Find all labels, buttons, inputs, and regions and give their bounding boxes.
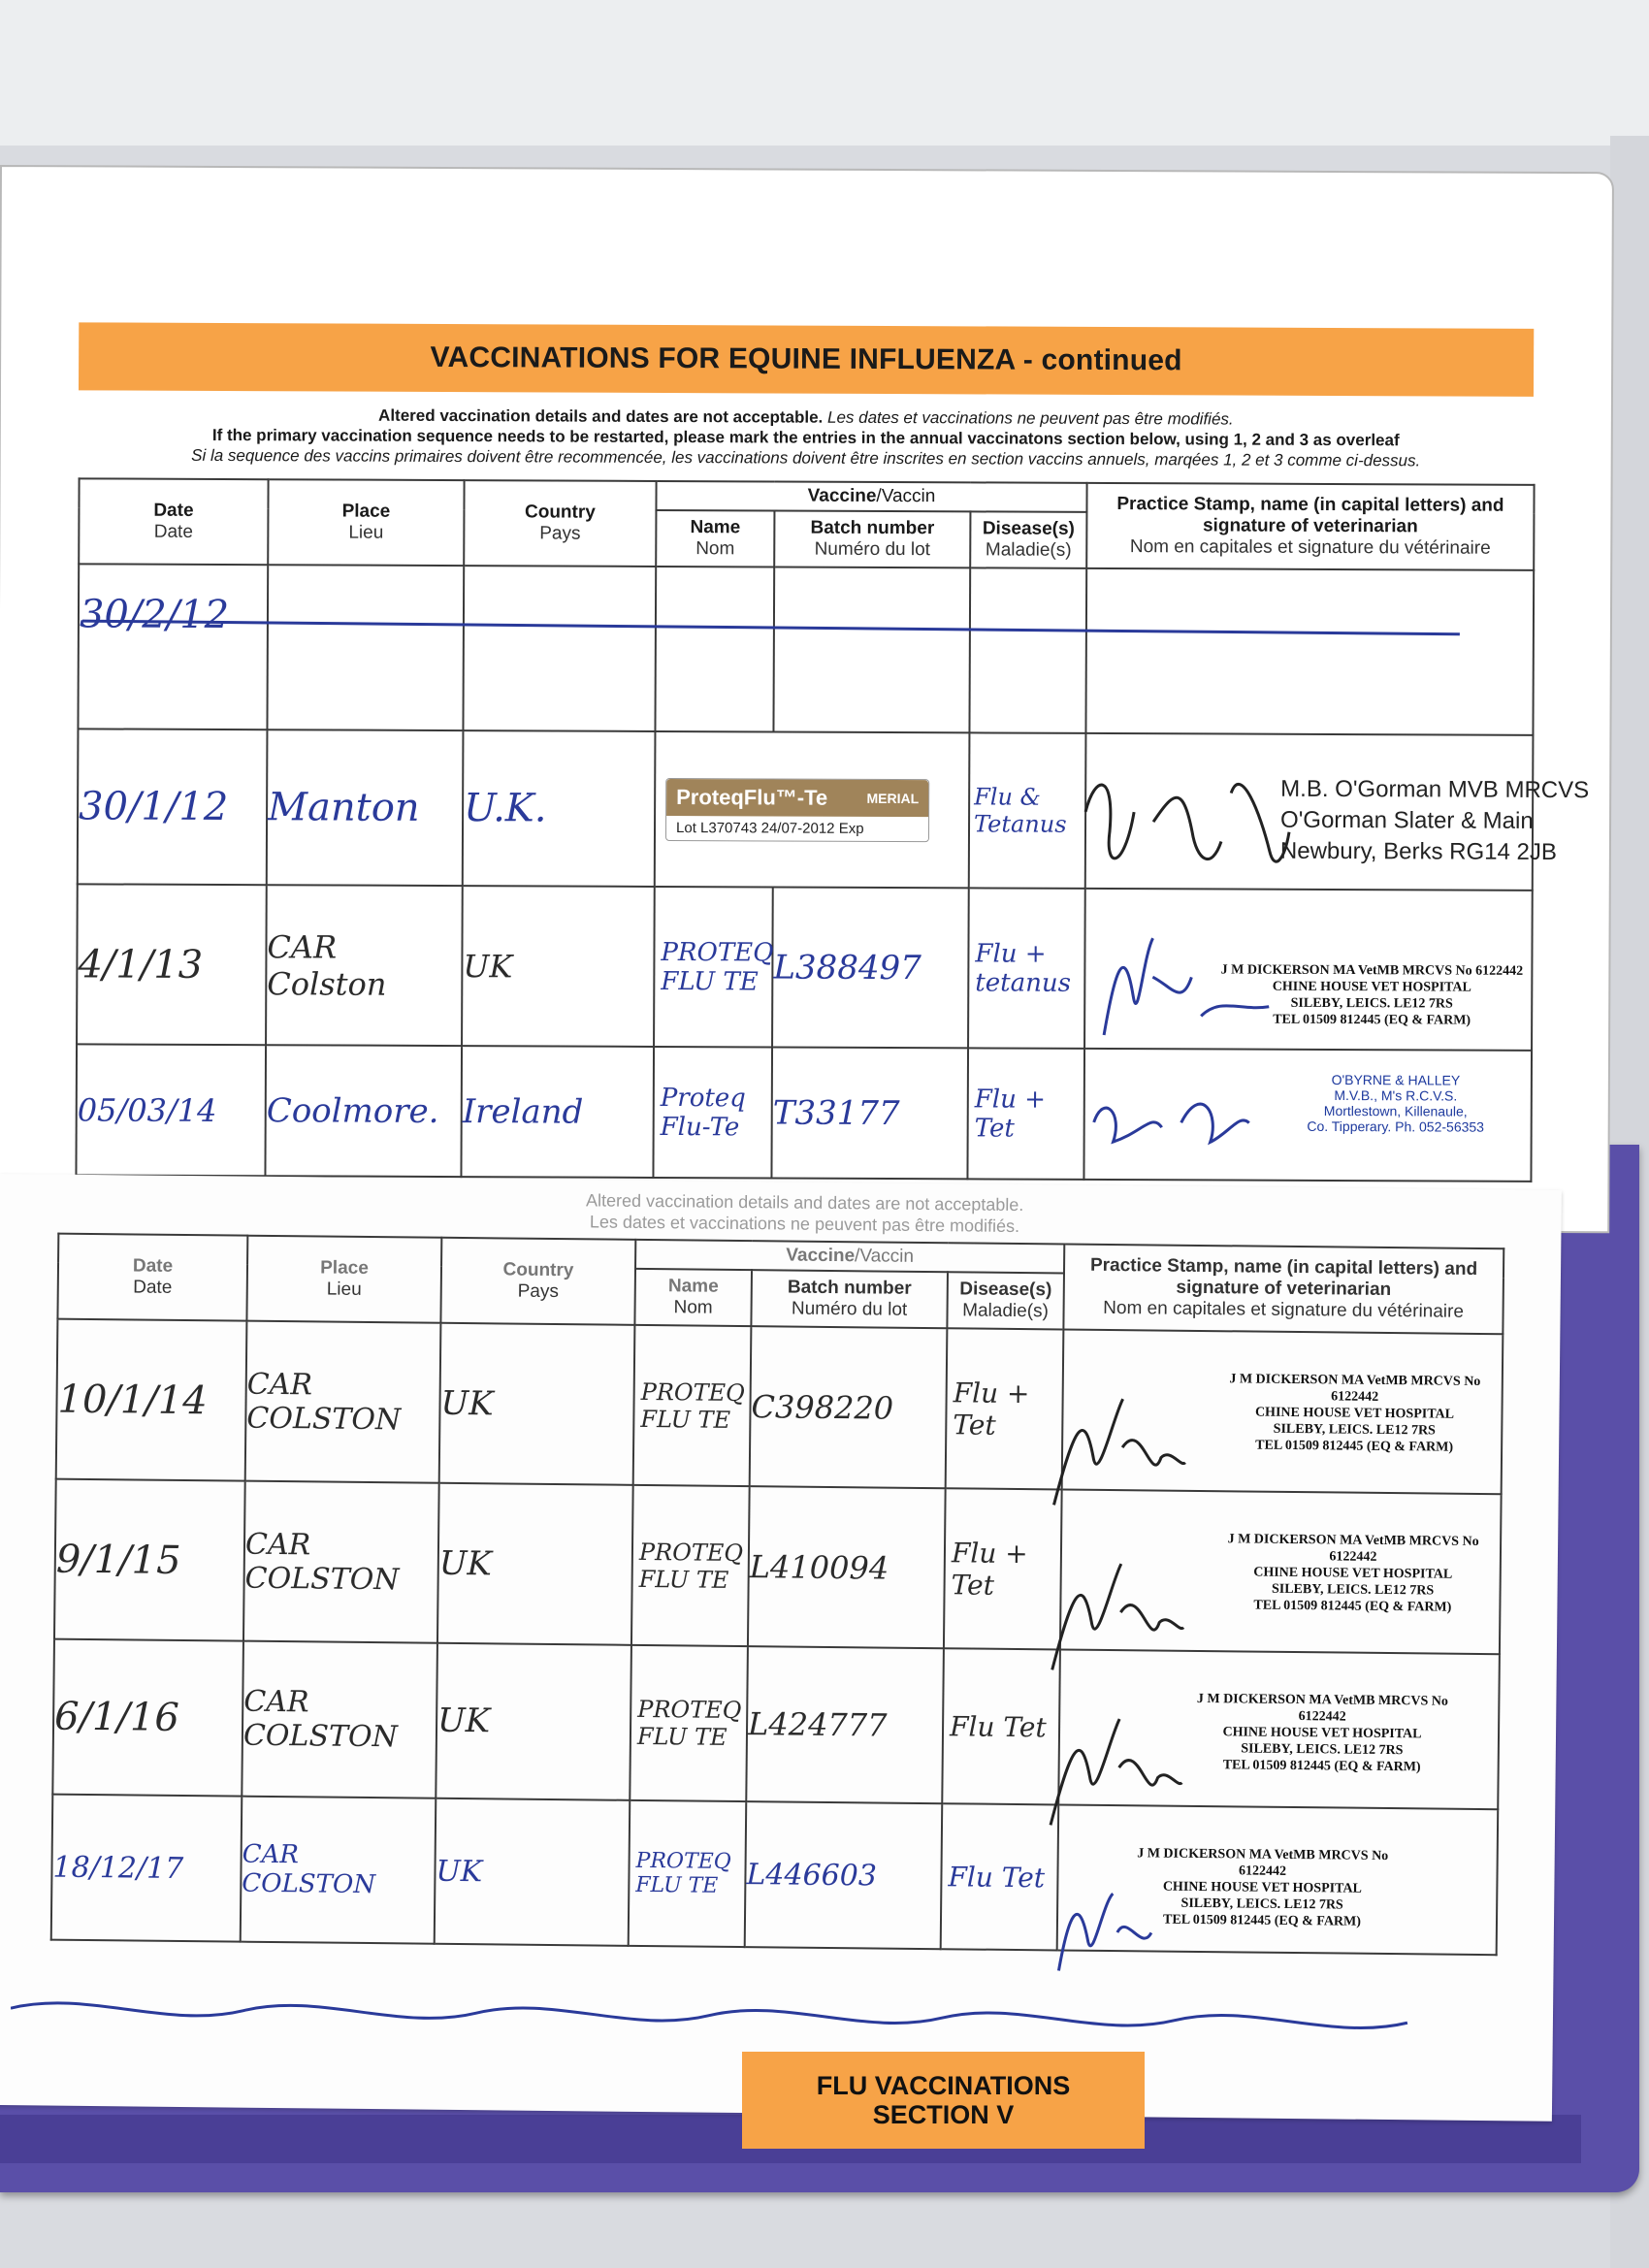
col-practice-stamp: Practice Stamp, name (in capital letters) and signature of veterinarian Nom en capitales et signature du vétérinaire	[1086, 483, 1534, 570]
row-country: UK	[436, 1643, 631, 1800]
row-date: 9/1/15	[54, 1479, 245, 1641]
table-row	[54, 1479, 1502, 1655]
table-row	[52, 1639, 1500, 1810]
row-country: Ireland	[461, 1046, 654, 1178]
col-country: Country Pays	[464, 480, 656, 567]
col-disease: Disease(s) Maladie(s)	[970, 511, 1086, 568]
faded-notice: Altered vaccination details and dates are not acceptable. Les dates et vaccinations ne peuvent pas être modifiés.	[585, 1190, 1024, 1237]
col-place: Place Lieu	[268, 479, 464, 566]
row-country: UK	[439, 1323, 635, 1485]
section-tab	[742, 2052, 1145, 2149]
signature-mark	[1042, 1553, 1188, 1691]
row-place: Manton	[267, 729, 464, 886]
col-vaccine: Vaccine/Vaccin	[656, 481, 1086, 512]
stamp-ogorman: M.B. O'Gorman MVB MRCVS O'Gorman Slater & Main Newbury, Berks RG14 2JB	[1279, 775, 1590, 866]
bottom-page	[0, 1174, 1562, 2122]
row-name: PROTEQ FLU TE	[631, 1485, 750, 1646]
row-place: CAR COLSTON	[243, 1481, 439, 1643]
sticker-lot-prefix: Lot	[675, 819, 696, 836]
sticker-brand: ProteqFlu™-Te	[676, 784, 828, 810]
row-date: 30/1/12	[78, 729, 268, 885]
row-place: CAR Colston	[266, 885, 463, 1046]
scan-background	[0, 0, 1649, 146]
row-disease: Flu + Tet	[946, 1328, 1064, 1489]
row-batch: L388497	[772, 887, 969, 1048]
col-vaccine: Vaccine/Vaccin	[635, 1240, 1064, 1274]
stamp-obyrne: O'BYRNE & HALLEY M.V.B., M's R.C.V.S. Mortlestown, Killenaule, Co. Tipperary. Ph. 052-56353	[1307, 1071, 1485, 1135]
row-name: PROTEQ FLU TE	[654, 887, 773, 1048]
row-disease: Flu Tet	[942, 1648, 1060, 1804]
col-name: Name Nom	[656, 510, 774, 567]
row-date: 10/1/14	[56, 1319, 247, 1481]
sticker-exp-label: Exp	[838, 820, 864, 837]
vaccine-sticker	[665, 778, 929, 842]
table-row	[77, 884, 1533, 1051]
section-tab-line-2: SECTION V	[872, 2100, 1015, 2129]
vaccine-sticker-cell	[655, 731, 970, 888]
col-batch: Batch number Numéro du lot	[751, 1270, 948, 1328]
col-country: Country Pays	[440, 1238, 635, 1325]
table-row	[78, 729, 1534, 891]
row-country: UK	[462, 886, 655, 1047]
stamp-dickerson: J M DICKERSON MA VetMB MRCVS No 6122442 CHINE HOUSE VET HOSPITAL SILEBY, LEICS. LE12 7RS TEL 01509 812445 (EQ & FARM)	[1227, 1532, 1479, 1615]
sticker-exp: 24/07-2012	[760, 819, 835, 837]
row-country: UK	[437, 1483, 633, 1645]
row-date: 05/03/14	[76, 1044, 266, 1176]
row-batch: L446603	[745, 1801, 943, 1949]
sticker-lot: L370743	[700, 819, 758, 836]
row-name: Proteq Flu-Te	[653, 1047, 772, 1179]
vaccination-table-top	[75, 477, 1590, 1183]
row-country: U.K.	[463, 730, 656, 887]
row-name: PROTEQ FLU TE	[630, 1645, 748, 1801]
notice-en-2: If the primary vaccination sequence needs to be restarted, please mark the entries in the annual vaccinatons section below, using 1, 2 and 3 as overleaf	[211, 425, 1400, 450]
row-disease: Flu + Tet	[944, 1488, 1062, 1649]
wavy-cancel-line	[11, 1979, 1418, 2052]
top-page	[0, 165, 1614, 1233]
row-disease: Flu Tet	[941, 1803, 1059, 1950]
row-disease: Flu & Tetanus	[969, 732, 1086, 889]
col-disease: Disease(s) Maladie(s)	[947, 1272, 1064, 1329]
row-place: Coolmore.	[265, 1045, 462, 1177]
vaccination-table-bottom	[50, 1233, 1505, 1957]
col-date: Date Date	[57, 1234, 247, 1321]
col-date: Date Date	[79, 478, 268, 565]
stamp-dickerson: J M DICKERSON MA VetMB MRCVS No 6122442 CHINE HOUSE VET HOSPITAL SILEBY, LEICS. LE12 7RS TEL 01509 812445 (EQ & FARM)	[1220, 962, 1524, 1028]
row-date: 30/2/12	[78, 564, 268, 729]
row-place: CAR COLSTON	[242, 1641, 437, 1798]
col-place: Place Lieu	[246, 1236, 441, 1323]
row-place: CAR COLSTON	[241, 1797, 436, 1944]
signature-mark	[1076, 754, 1300, 900]
notice-fr-1: Les dates et vaccinations ne peuvent pas être modifiés.	[826, 407, 1234, 429]
col-practice-stamp: Practice Stamp, name (in capital letters) and signature of veterinarian Nom en capitales et signature du vétérinaire	[1063, 1244, 1504, 1334]
notice-fr-2: Si la sequence des vaccins primaires doivent être recommencée, les vaccinations doivent être inscrites en section vaccins annuels, marqées 1, 2 et 3 comme ci-dessus.	[191, 445, 1421, 470]
stamp-dickerson: J M DICKERSON MA VetMB MRCVS No 6122442 CHINE HOUSE VET HOSPITAL SILEBY, LEICS. LE12 7RS TEL 01509 812445 (EQ & FARM)	[1229, 1372, 1481, 1455]
row-name: PROTEQ FLU TE	[633, 1325, 752, 1486]
col-batch: Batch number Numéro du lot	[774, 510, 970, 567]
row-batch: L410094	[748, 1486, 946, 1648]
table-row	[56, 1319, 1504, 1495]
signature-mark	[1083, 1074, 1258, 1172]
signature-mark	[1084, 919, 1279, 1055]
table-row	[76, 1044, 1532, 1182]
table-row	[78, 564, 1534, 735]
row-disease: Flu + Tet	[967, 1048, 1084, 1180]
stamp-dickerson: J M DICKERSON MA VetMB MRCVS No 6122442 CHINE HOUSE VET HOSPITAL SILEBY, LEICS. LE12 7RS TEL 01509 812445 (EQ & FARM)	[1137, 1846, 1389, 1929]
row-country: UK	[435, 1798, 630, 1946]
signature-mark	[1044, 1388, 1190, 1526]
section-tab-line-1: FLU VACCINATIONS	[816, 2071, 1071, 2100]
row-date: 4/1/13	[77, 884, 267, 1045]
row-place: CAR COLSTON	[245, 1321, 441, 1483]
alteration-notice	[69, 404, 1543, 471]
stamp-dickerson: J M DICKERSON MA VetMB MRCVS No 6122442 CHINE HOUSE VET HOSPITAL SILEBY, LEICS. LE12 7RS TEL 01509 812445 (EQ & FARM)	[1196, 1691, 1448, 1775]
row-name: PROTEQ FLU TE	[629, 1800, 747, 1947]
row-date: 6/1/16	[52, 1639, 243, 1797]
row-date: 18/12/17	[51, 1795, 242, 1942]
signature-mark	[1041, 1708, 1187, 1846]
row-disease: Flu + tetanus	[968, 888, 1085, 1049]
table-row	[51, 1795, 1498, 1956]
signature-mark	[1049, 1873, 1156, 1991]
row-batch: L424777	[746, 1646, 944, 1803]
page-title: VACCINATIONS FOR EQUINE INFLUENZA - continued	[79, 322, 1534, 397]
row-batch: T33177	[771, 1047, 968, 1179]
col-name: Name Nom	[634, 1269, 752, 1326]
notice-en-1: Altered vaccination details and dates are not acceptable.	[378, 405, 824, 427]
sticker-maker: MERIAL	[866, 790, 920, 806]
row-batch: C398220	[750, 1326, 948, 1488]
